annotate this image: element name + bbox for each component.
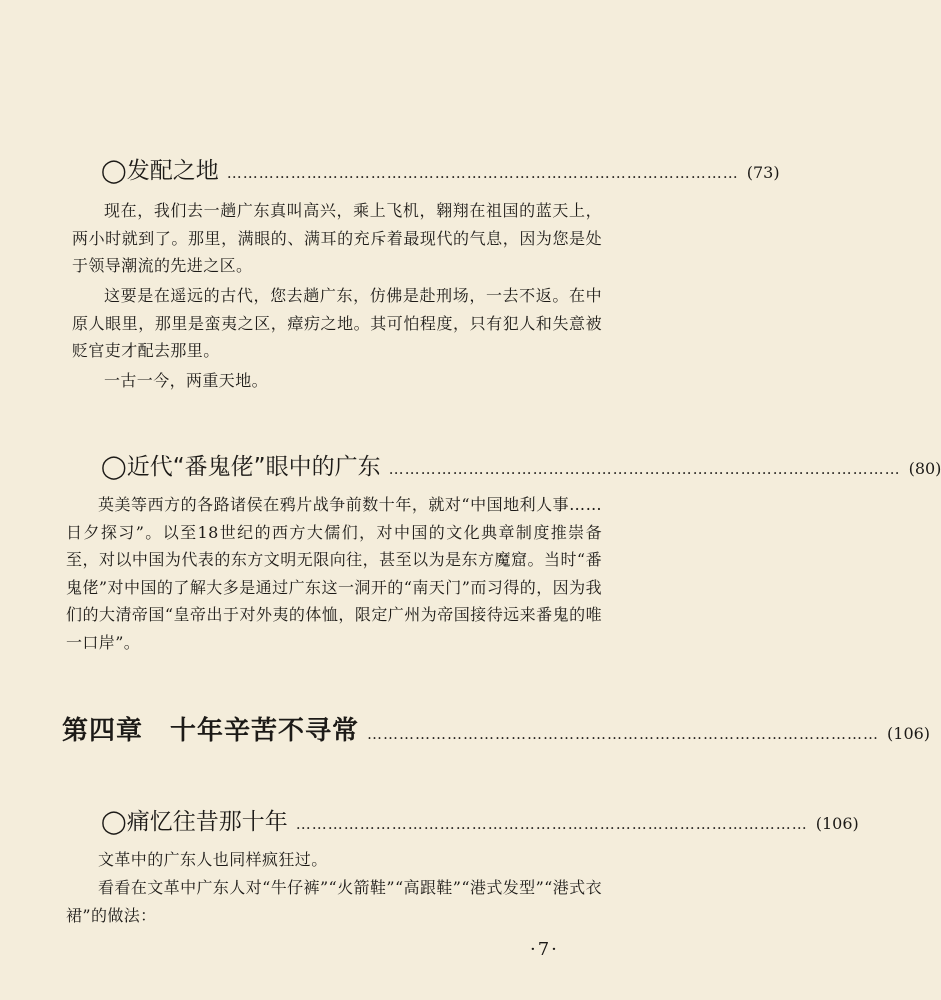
section-title-2: ◯近代“番鬼佬”眼中的广东	[101, 454, 381, 480]
paragraph-1-1: 现在，我们去一趟广东真叫高兴，乘上飞机，翱翔在祖国的蓝天上，两小时就到了。那里，满眼的、满耳的充斥着最现代的气息，因为您是处于领导潮流的先进之区。	[72, 201, 602, 275]
paragraph-3-2: 看看在文革中广东人对“牛仔裤”“火箭鞋”“高跟鞋”“港式发型”“港式衣裙”的做法：	[66, 878, 602, 925]
section-page-1: (73)	[746, 163, 780, 182]
paragraph-3-1: 文革中的广东人也同样疯狂过。	[98, 850, 328, 869]
section-title-3: ◯痛忆往昔那十年	[101, 809, 288, 835]
leader-dots-1: ……………………………………………………………………………………	[226, 164, 739, 182]
leader-dots-2: ……………………………………………………………………………………	[388, 460, 901, 478]
leader-dots-3: ……………………………………………………………………………………	[295, 815, 808, 833]
section-heading-3	[101, 803, 859, 836]
paragraph-1-3: 一古一今，两重天地。	[104, 371, 269, 390]
section-page-3: (106)	[815, 814, 859, 833]
paragraph-2-1: 英美等西方的各路诸侯在鸦片战争前数十年，就对“中国地利人事……日夕探习”。以至18世纪的西方大儒们，对中国的文化典章制度推崇备至，对以中国为代表的东方文明无限向往，甚至以为是东方魔窟。当时“番鬼佬”对中国的了解大多是通过广东这一洞开的“南天门”而习得的，因为我们的大清帝国“皇帝出于对外夷的体恤，限定广州为帝国接待远来番鬼的唯一口岸”。	[66, 495, 602, 652]
section-page-2: (80)	[908, 459, 941, 478]
section-title-1: ◯发配之地	[101, 158, 219, 184]
chapter-page: (106)	[887, 724, 931, 743]
section-heading-1	[101, 152, 780, 185]
page-number: ·7·	[530, 939, 559, 960]
chapter-heading	[62, 710, 931, 747]
leader-dots-chapter: ……………………………………………………………………………………	[367, 725, 880, 743]
chapter-title: 第四章 十年辛苦不寻常	[62, 716, 360, 746]
section-heading-2	[101, 448, 941, 481]
paragraph-1-2: 这要是在遥远的古代，您去趟广东，仿佛是赴刑场，一去不返。在中原人眼里，那里是蛮夷之区，瘴疠之地。其可怕程度，只有犯人和失意被贬官吏才配去那里。	[72, 286, 602, 360]
